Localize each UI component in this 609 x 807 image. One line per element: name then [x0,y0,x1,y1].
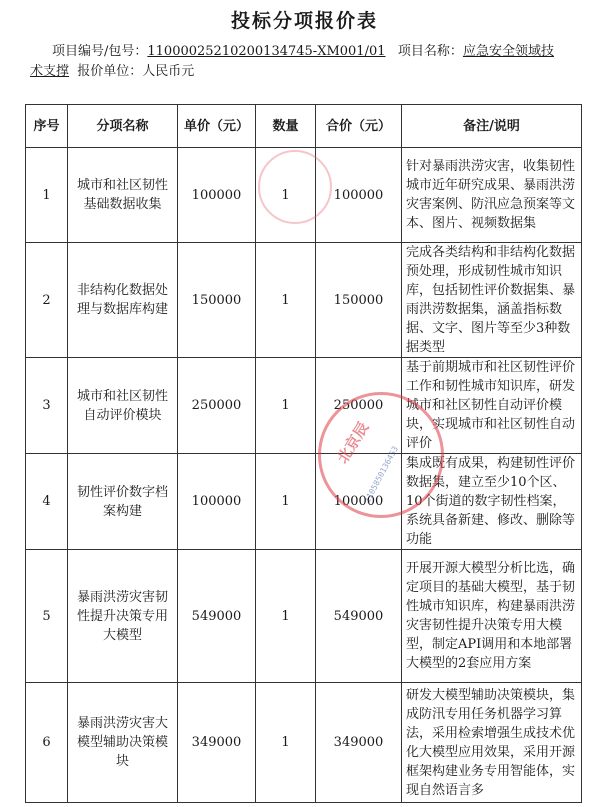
table-row [26,243,582,358]
project-info-line [52,42,609,62]
table-row [26,683,582,803]
project-name-part2: 术支撑 [30,64,70,79]
currency: 人民币元 [142,64,195,79]
row-name: 城市和社区韧性基础数据收集 [68,148,178,243]
row-no: 3 [26,358,68,454]
row-name: 韧性评价数字档案构建 [68,454,178,550]
row-total: 100000 [316,148,402,243]
project-no: 11000025210200134745-XM001/01 [147,44,386,59]
row-note: 研发大模型辅助决策模块，集成防汛专用任务机器学习算法，采用检索增强生成技术优化大模型应用效果，采用开源框架构建业务专用智能体，实现自然语言多 [402,683,582,803]
row-no: 5 [26,550,68,683]
header-qty: 数量 [256,105,316,148]
row-note: 基于前期城市和社区韧性评价工作和韧性城市知识库，研发城市和社区韧性自动评价模块，实现城市和社区韧性自动评价 [402,358,582,454]
quote-table [25,104,582,803]
table-row [26,550,582,683]
table-row [26,148,582,243]
project-name-part1: 应急安全领域技 [462,44,554,59]
row-total: 150000 [316,243,402,358]
seal-text: 北京辰 [333,418,373,467]
project-name-label: 项目名称： [397,44,463,59]
row-note: 集成既有成果，构建韧性评价数据集，建立至少10个区、10个街道的数字韧性档案，系统具备新建、修改、删除等功能 [402,454,582,550]
row-qty: 1 [256,243,316,358]
row-total: 100000 [316,454,402,550]
header-note: 备注/说明 [402,105,582,148]
seal-number: 1105850136453 [362,444,400,505]
row-name: 暴雨洪涝灾害大模型辅助决策模块 [68,683,178,803]
row-qty: 1 [256,550,316,683]
project-info-line-2 [30,62,590,82]
row-qty: 1 [256,683,316,803]
row-unit-price: 100000 [178,148,256,243]
row-qty: 1 [256,454,316,550]
row-no: 2 [26,243,68,358]
row-total: 549000 [316,550,402,683]
row-qty: 1 [256,358,316,454]
currency-label: 报价单位： [77,64,143,79]
row-no: 1 [26,148,68,243]
table-header-row [26,105,582,148]
row-no: 6 [26,683,68,803]
table-row [26,454,582,550]
row-no: 4 [26,454,68,550]
row-unit-price: 349000 [178,683,256,803]
row-unit-price: 100000 [178,454,256,550]
row-note: 开展开源大模型分析比选，确定项目的基础大模型，基于韧性城市知识库，构建暴雨洪涝灾害韧性提升决策专用大模型，制定API调用和本地部署大模型的2套应用方案 [402,550,582,683]
header-total: 合价（元） [316,105,402,148]
header-unit-price: 单价（元） [178,105,256,148]
project-no-label: 项目编号/包号： [52,44,148,59]
row-total: 250000 [316,358,402,454]
row-note: 完成各类结构和非结构化数据预处理，形成韧性城市知识库，包括韧性评价数据集、暴雨洪涝数据集，涵盖指标数据、文字、图片等至少3种数据类型 [402,243,582,358]
row-name: 非结构化数据处理与数据库构建 [68,243,178,358]
row-name: 城市和社区韧性自动评价模块 [68,358,178,454]
row-unit-price: 150000 [178,243,256,358]
row-unit-price: 549000 [178,550,256,683]
row-qty: 1 [256,148,316,243]
header-no: 序号 [26,105,68,148]
header-name: 分项名称 [68,105,178,148]
table-row [26,358,582,454]
row-total: 349000 [316,683,402,803]
document-title: 投标分项报价表 [230,10,378,32]
row-name: 暴雨洪涝灾害韧性提升决策专用大模型 [68,550,178,683]
row-unit-price: 250000 [178,358,256,454]
row-note: 针对暴雨洪涝灾害，收集韧性城市近年研究成果、暴雨洪涝灾害案例、防汛应急预案等文本、图片、视频数据集 [402,148,582,243]
